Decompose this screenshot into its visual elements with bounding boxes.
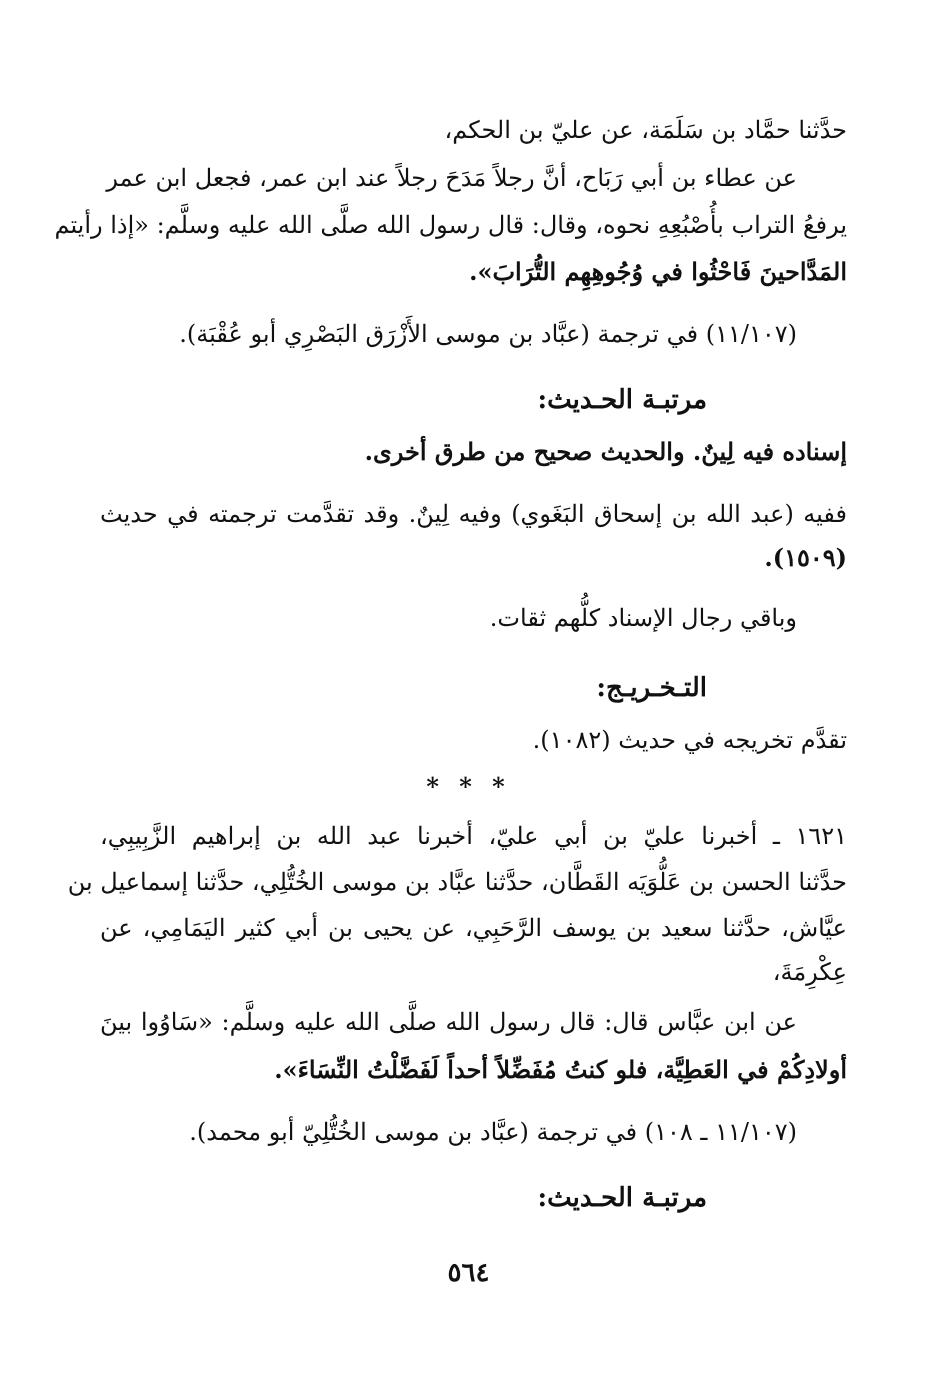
source-reference-2: (١١/١٠٧ ـ ١٠٨) في ترجمة (عبَّاد بن موسى الخُتُّلِيّ أبو محمد). [189,1118,797,1146]
section-heading-takhrij: التـخـريـج: [596,673,707,703]
hadith-matn-line-3: المَدَّاحينَ فَاحْثُوا في وُجُوهِهِم التُّرَابَ». [469,257,847,286]
hadith-matn-line-1: عن عطاء بن أبي رَبَاح، أنَّ رجلاً مَدَحَ رجلاً عند ابن عمر، فجعل ابن عمر [106,164,797,192]
section-heading-rank-2: مرتبـة الحـديث: [537,1183,707,1213]
hadith-isnad-line-3: عيَّاش، حدَّثنا سعيد بن يوسف الرَّحَبِي، عن يحيى بن أبي كثير اليَمَامِي، عن [100,914,847,942]
commentary-line-3: وباقي رجال الإسناد كلُّهم ثقات. [489,604,797,632]
source-reference: (١١/١٠٧) في ترجمة (عبَّاد بن موسى الأَزْرَق البَصْرِي أبو عُقْبَة). [179,320,797,348]
text-line-1: حدَّثنا حمَّاد بن سَلَمَة، عن عليّ بن الحكم، [444,116,847,144]
hadith-matn-2-line-1: عن ابن عبَّاس قال: قال رسول الله صلَّى الله عليه وسلَّم: «سَاوُوا بينَ [100,1008,797,1036]
hadith-isnad-line-2: حدَّثنا الحسن بن عَلُّوَيَه القَطَّان، حدَّثنا عبَّاد بن موسى الخُتُّلِي، حدَّثنا إسماعيل بن [67,868,847,896]
hadith-isnad-line-4: عِكْرِمَةَ، [772,958,847,986]
commentary-line-1: ففيه (عبد الله بن إسحاق البَغَوي) وفيه لِينٌ. وقد تقدَّمت ترجمته في حديث [100,500,847,528]
section-separator: * * * [426,772,511,801]
section-heading-rank: مرتبـة الحـديث: [537,385,707,415]
takhrij-text: تقدَّم تخريجه في حديث (١٠٨٢). [532,726,847,754]
hadith-isnad-line-1: ١٦٢١ ـ أخبرنا عليّ بن أبي عليّ، أخبرنا عبد الله بن إبراهيم الزَّبِيبِي، [100,822,847,850]
rank-text: إسناده فيه لِينٌ. والحديث صحيح من طرق أخرى. [364,437,847,466]
commentary-line-2: (١٥٠٩). [764,543,847,572]
hadith-matn-line-2: يرفعُ التراب بأُصْبُعِهِ نحوه، وقال: قال رسول الله صلَّى الله عليه وسلَّم: «إذا رأيتم [54,211,847,239]
page-number: ٥٦٤ [447,1258,490,1288]
hadith-matn-2-line-2: أولادِكُمْ في العَطِيَّة، فلو كنتُ مُفَضِّلاً أحداً لَفَضَّلْتُ النِّسَاءَ». [274,1055,847,1084]
